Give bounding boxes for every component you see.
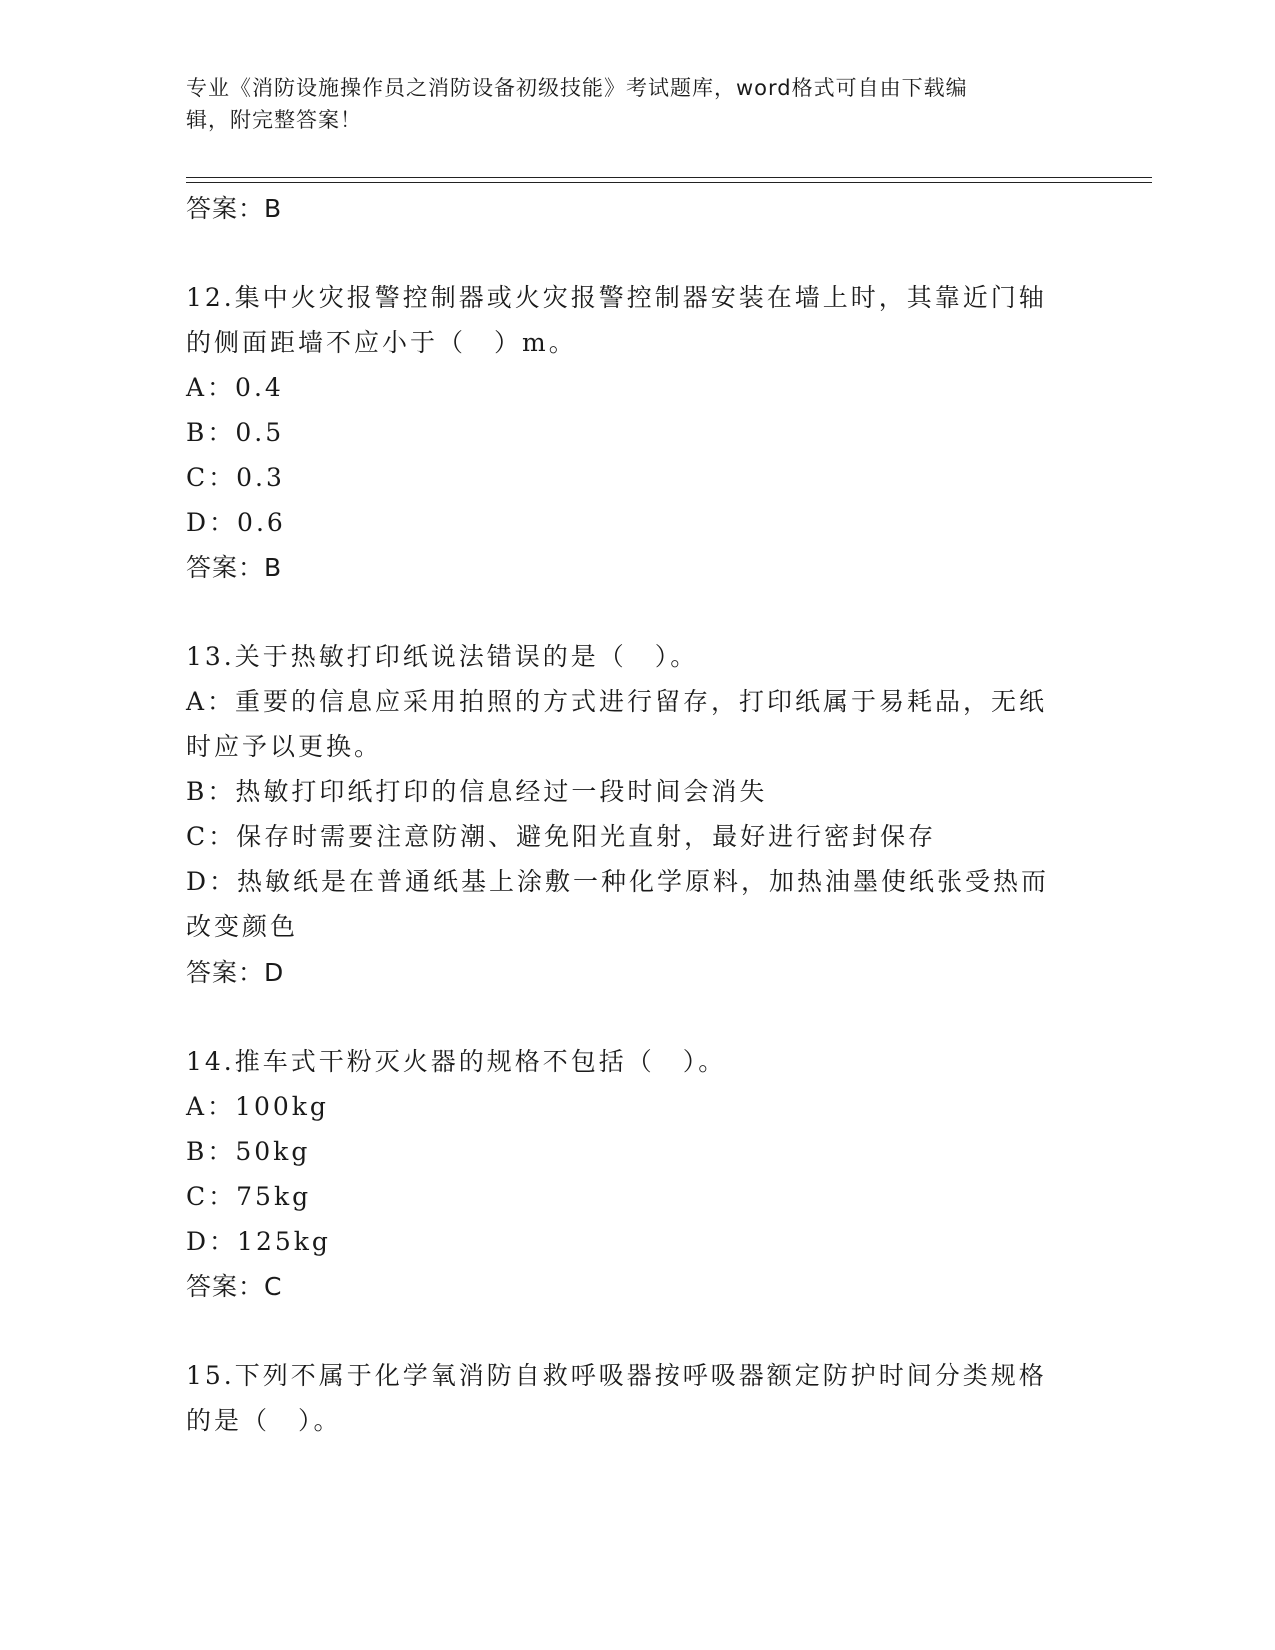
question-14-option-d: D：125kg <box>186 1227 331 1256</box>
question-12-stem-line-1: 12.集中火灾报警控制器或火灾报警控制器安装在墙上时，其靠近门轴 <box>186 283 1047 312</box>
question-13-stem: 13.关于热敏打印纸说法错误的是（ ）。 <box>186 642 699 671</box>
question-12-option-b: B：0.5 <box>186 418 285 447</box>
header-line-2: 辑，附完整答案！ <box>186 108 362 132</box>
question-15 <box>186 1353 1086 1443</box>
question-15-stem-line-2: 的是（ ）。 <box>186 1406 342 1435</box>
question-13-option-a-line-2: 时应予以更换。 <box>186 732 383 761</box>
document-header <box>186 72 1086 136</box>
question-13-option-c: C：保存时需要注意防潮、避免阳光直射，最好进行密封保存 <box>186 822 937 851</box>
question-12-option-c: C：0.3 <box>186 463 285 492</box>
question-13-option-d-line-1: D：热敏纸是在普通纸基上涂敷一种化学原料，加热油墨使纸张受热而 <box>186 867 1050 896</box>
question-13-answer: 答案：D <box>186 958 285 987</box>
question-13-option-b: B：热敏打印纸打印的信息经过一段时间会消失 <box>186 777 768 806</box>
question-15-stem-line-1: 15.下列不属于化学氧消防自救呼吸器按呼吸器额定防护时间分类规格 <box>186 1361 1047 1390</box>
question-13-option-d-line-2: 改变颜色 <box>186 912 299 941</box>
question-14-stem: 14.推车式干粉灭火器的规格不包括（ ）。 <box>186 1047 727 1076</box>
question-12-option-d: D：0.6 <box>186 508 286 537</box>
question-12-option-a: A：0.4 <box>186 373 284 402</box>
question-14-option-b: B：50kg <box>186 1137 311 1166</box>
question-12-stem-line-2: 的侧面距墙不应小于（ ）m。 <box>186 328 577 357</box>
question-14-option-a: A：100kg <box>186 1092 329 1121</box>
question-12 <box>186 275 1086 545</box>
previous-answer: 答案：B <box>186 194 283 223</box>
question-14-answer: 答案：C <box>186 1272 283 1301</box>
question-14 <box>186 1039 1086 1264</box>
header-divider-bottom <box>186 182 1152 183</box>
header-divider-top <box>186 177 1152 178</box>
question-13 <box>186 634 1086 949</box>
question-13-option-a-line-1: A：重要的信息应采用拍照的方式进行留存，打印纸属于易耗品，无纸 <box>186 687 1048 716</box>
header-line-1: 专业《消防设施操作员之消防设备初级技能》考试题库，word格式可自由下载编 <box>186 76 968 100</box>
question-12-answer: 答案：B <box>186 553 283 582</box>
question-14-option-c: C：75kg <box>186 1182 312 1211</box>
